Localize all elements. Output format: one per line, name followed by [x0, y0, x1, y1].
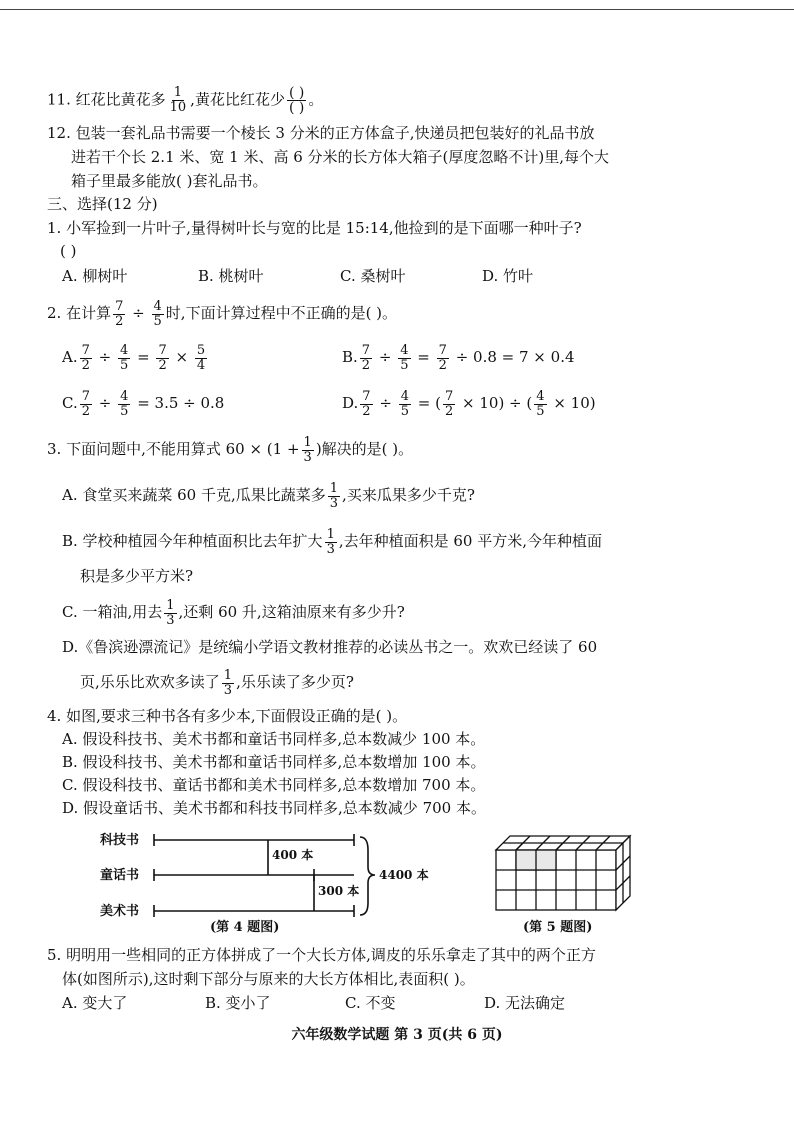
figure-4-caption: (第 4 题图): [210, 920, 280, 935]
mc5-option-b[interactable]: B. 变小了: [205, 994, 271, 1012]
diff-300-label: 300 本: [318, 884, 360, 898]
question-12-line2: 进若干个长 2.1 米、宽 1 米、高 6 分米的长方体大箱子(厚度忽略不计)里,每个大: [71, 148, 610, 166]
mc1-option-b[interactable]: B. 桃树叶: [198, 267, 264, 285]
mc3-option-b[interactable]: B. 学校种植园今年种植面积比去年扩大 $\frac{1}{3}$ ,去年种植面积是 60 平方米,今年种植面: [62, 526, 603, 557]
figure-5-cuboid: [490, 820, 640, 920]
mc1-option-a[interactable]: A. 柳树叶: [62, 267, 128, 285]
mc3-option-b-cont: 积是多少平方米?: [80, 567, 194, 585]
mc5-option-c[interactable]: C. 不变: [345, 994, 396, 1012]
section-heading: 三、选择(12 分): [47, 195, 158, 213]
total-brace: [360, 837, 375, 915]
page-footer: 六年级数学试题 第 3 页(共 6 页): [291, 1027, 503, 1043]
mc5-option-a[interactable]: A. 变大了: [62, 994, 128, 1012]
label-science-books: 科技书: [100, 833, 140, 848]
question-12-line1: 12. 包装一套礼品书需要一个棱长 3 分米的正方体盒子,快递员把包装好的礼品书放: [47, 124, 595, 142]
mc1-answer-paren[interactable]: ( ): [60, 242, 77, 260]
fraction: $\frac{1}{10}$: [169, 85, 187, 115]
mc1-option-d[interactable]: D. 竹叶: [482, 267, 534, 285]
total-label: 4400 本: [379, 868, 429, 882]
mc5-line2: 体(如图所示),这时剩下部分与原来的大长方体相比,表面积( )。: [62, 970, 475, 988]
mc4-option-d[interactable]: D. 假设童话书、美术书都和科技书同样多,总本数减少 700 本。: [62, 799, 486, 817]
mc4-option-a[interactable]: A. 假设科技书、美术书都和童话书同样多,总本数减少 100 本。: [62, 730, 486, 748]
mc5-option-d[interactable]: D. 无法确定: [484, 994, 566, 1012]
q11-text: 11. 红花比黄花多: [47, 90, 166, 109]
mc3-option-d[interactable]: D.《鲁滨逊漂流记》是统编小学语文教材推荐的必读丛书之一。欢欢已经读了 60: [62, 638, 598, 656]
top-border: [0, 9, 794, 10]
mc3-option-d-cont: 页,乐乐比欢欢多读了 $\frac{1}{3}$ ,乐乐读了多少页?: [80, 667, 354, 698]
diff-400-label: 400 本: [272, 848, 314, 862]
mc2-stem: 2. 在计算 $\frac{7}{2}$ ÷ $\frac{4}{5}$ 时,下面计算过程中不正确的是( )。: [47, 298, 398, 329]
mc4-option-b[interactable]: B. 假设科技书、美术书都和童话书同样多,总本数增加 100 本。: [62, 753, 486, 771]
question-11: 11. 红花比黄花多 $\frac{1}{10}$ ,黄花比红花少 $\frac{( )}{( )}$ 。: [47, 85, 324, 116]
mc1-stem: 1. 小军捡到一片叶子,量得树叶长与宽的比是 15:14,他捡到的是下面哪一种叶子?: [47, 219, 582, 237]
label-fairy-books: 童话书: [100, 868, 140, 883]
label-art-books: 美术书: [100, 904, 140, 919]
answer-blank-fraction[interactable]: $\frac{( )}{( )}$: [288, 85, 305, 116]
mc3-stem: 3. 下面问题中,不能用算式 60 × (1 + $\frac{1}{3}$ )解决的是( )。: [47, 434, 414, 465]
mc3-option-c[interactable]: C. 一箱油,用去 $\frac{1}{3}$ ,还剩 60 升,这箱油原来有多少升?: [62, 597, 405, 628]
figure-5-caption: (第 5 题图): [523, 920, 593, 935]
mc4-stem: 4. 如图,要求三种书各有多少本,下面假设正确的是( )。: [47, 707, 408, 725]
mc4-option-c[interactable]: C. 假设科技书、童话书都和美术书同样多,总本数增加 700 本。: [62, 776, 486, 794]
mc1-option-c[interactable]: C. 桑树叶: [340, 267, 406, 285]
mc2-option-d[interactable]: D. $\frac{7}{2}$ ÷ $\frac{4}{5}$ = ( $\frac{7}{2}$ × 10) ÷ ( $\frac{4}{5}$ × 10): [342, 388, 596, 419]
mc2-option-b[interactable]: B. $\frac{7}{2}$ ÷ $\frac{4}{5}$ = $\frac{7}{2}$ ÷ 0.8 = 7 × 0.4: [342, 342, 575, 373]
mc2-option-a[interactable]: A. $\frac{7}{2}$ ÷ $\frac{4}{5}$ = $\frac{7}{2}$ × $\frac{5}{4}$: [62, 342, 206, 373]
question-12-line3: 箱子里最多能放( )套礼品书。: [71, 172, 268, 190]
mc2-option-c[interactable]: C. $\frac{7}{2}$ ÷ $\frac{4}{5}$ = 3.5 ÷ 0.8: [62, 388, 225, 419]
mc3-option-a[interactable]: A. 食堂买来蔬菜 60 千克,瓜果比蔬菜多 $\frac{1}{3}$ ,买来瓜果多少千克?: [62, 480, 475, 511]
mc5-line1: 5. 明明用一些相同的正方体拼成了一个大长方体,调皮的乐乐拿走了其中的两个正方: [47, 946, 596, 964]
